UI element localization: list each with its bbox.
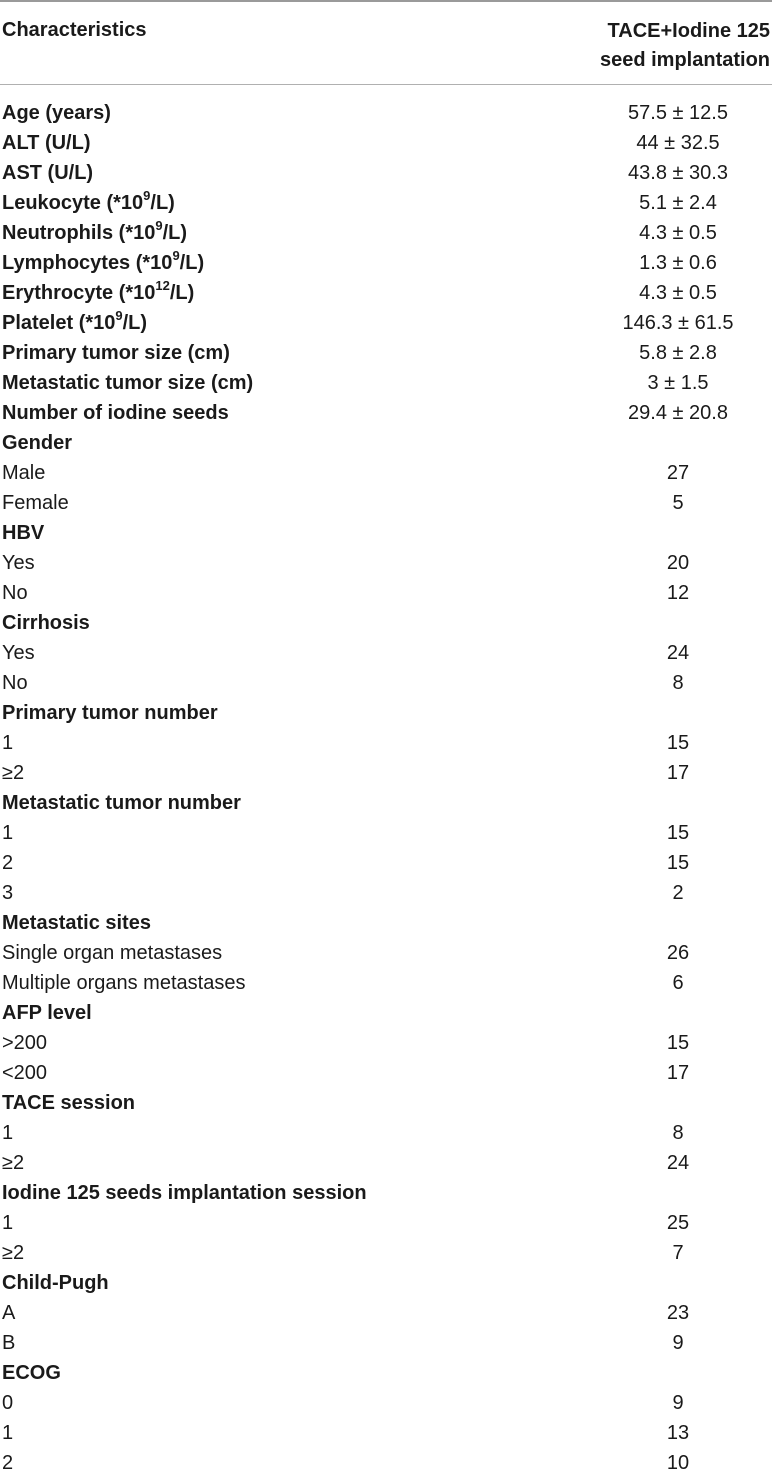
row-label <box>2 788 241 818</box>
row-value: 8 <box>672 1122 684 1144</box>
row-label-text: 1 <box>2 732 14 754</box>
row-label <box>2 1028 47 1058</box>
row-label-text: Primary tumor number <box>2 702 218 724</box>
row-value: 146.3 ± 61.5 <box>622 312 734 334</box>
row-label <box>2 848 13 878</box>
row-label-unit-suffix: /L) <box>150 192 175 214</box>
row-label-text: Multiple organs metastases <box>2 972 246 994</box>
row-value: 5 <box>672 492 684 514</box>
row-label-exponent: 9 <box>172 248 180 264</box>
row-label <box>2 188 175 218</box>
row-label <box>2 158 93 188</box>
row-value: 7 <box>672 1242 684 1264</box>
row-label <box>2 1058 47 1088</box>
table-row-variable <box>0 128 772 158</box>
table-row-section-header <box>0 1268 772 1298</box>
column-header-characteristics: Characteristics <box>2 19 147 41</box>
row-label-text: Cirrhosis <box>2 612 90 634</box>
table-row-section-header <box>0 698 772 728</box>
row-label <box>2 1088 135 1118</box>
row-label-text: Metastatic sites <box>2 912 151 934</box>
row-label <box>2 218 187 248</box>
table-row-category <box>0 1208 772 1238</box>
row-value: 2 <box>672 882 684 904</box>
table-row-category <box>0 878 772 908</box>
row-value: 44 ± 32.5 <box>636 132 720 154</box>
row-label-text: 2 <box>2 852 14 874</box>
row-label-text: ≥2 <box>2 1242 25 1264</box>
table-row-variable <box>0 308 772 338</box>
row-label <box>2 818 13 848</box>
row-label <box>2 1298 15 1328</box>
table-row-variable <box>0 158 772 188</box>
row-value: 15 <box>666 822 690 844</box>
row-label <box>2 1268 109 1298</box>
table-row-category <box>0 1448 772 1478</box>
table-top-rule <box>0 0 772 2</box>
table-row-category <box>0 548 772 578</box>
row-label-unit-suffix: /L) <box>179 252 205 274</box>
row-value: 43.8 ± 30.3 <box>628 162 728 184</box>
row-label-text: 0 <box>2 1392 14 1414</box>
table-row-category <box>0 848 772 878</box>
table-row-section-header <box>0 608 772 638</box>
row-label <box>2 668 28 698</box>
row-label <box>2 1238 24 1268</box>
row-label <box>2 1118 13 1148</box>
row-label-text: ≥2 <box>2 1152 25 1174</box>
row-value: 57.5 ± 12.5 <box>628 102 728 124</box>
row-label <box>2 428 72 458</box>
row-label-text: B <box>2 1332 16 1354</box>
row-value: 23 <box>666 1302 690 1324</box>
row-label <box>2 458 45 488</box>
row-label-text: Female <box>2 492 69 514</box>
table-row-category <box>0 1328 772 1358</box>
row-label-exponent: 9 <box>155 218 163 234</box>
table-row-section-header <box>0 1358 772 1388</box>
row-value: 15 <box>666 732 690 754</box>
row-value: 3 ± 1.5 <box>647 372 709 394</box>
row-label <box>2 278 194 308</box>
row-label-text: >200 <box>2 1032 48 1054</box>
row-label-text: No <box>2 672 28 694</box>
row-label <box>2 758 24 788</box>
row-label-text: Number of iodine seeds <box>2 402 229 424</box>
row-label-text: HBV <box>2 522 45 544</box>
row-label <box>2 578 28 608</box>
row-label <box>2 938 222 968</box>
row-label-text: ECOG <box>2 1362 61 1384</box>
row-label-text: Platelet (*10 <box>2 312 116 334</box>
row-label <box>2 128 91 158</box>
row-label <box>2 728 13 758</box>
row-value: 5.1 ± 2.4 <box>639 192 717 214</box>
row-value: 5.8 ± 2.8 <box>639 342 717 364</box>
row-label-text: 1 <box>2 1212 14 1234</box>
table-row-category <box>0 1148 772 1178</box>
table-row-category <box>0 818 772 848</box>
row-label-exponent: 9 <box>143 188 151 204</box>
row-label-text: Lymphocytes (*10 <box>2 252 173 274</box>
row-label-text: Single organ metastases <box>2 942 223 964</box>
row-label <box>2 998 92 1028</box>
row-value: 29.4 ± 20.8 <box>628 402 728 424</box>
row-label <box>2 1148 24 1178</box>
row-label <box>2 518 44 548</box>
row-label-text: AST (U/L) <box>2 162 94 184</box>
row-label-unit-suffix: /L) <box>162 222 188 244</box>
row-label <box>2 1178 367 1208</box>
row-label-text: ≥2 <box>2 762 25 784</box>
row-label-unit-suffix: /L) <box>122 312 148 334</box>
row-value: 20 <box>666 552 690 574</box>
row-label-text: Yes <box>2 642 35 664</box>
row-value: 24 <box>666 1152 690 1174</box>
row-value: 13 <box>666 1422 690 1444</box>
table-row-category <box>0 1238 772 1268</box>
table-row-variable <box>0 278 772 308</box>
row-label <box>2 338 230 368</box>
row-label-text: Neutrophils (*10 <box>2 222 156 244</box>
row-label <box>2 308 147 338</box>
row-label <box>2 98 111 128</box>
row-label <box>2 878 13 908</box>
row-value: 8 <box>672 672 684 694</box>
column-header-group-line2: seed implantation <box>599 49 770 71</box>
row-label-text: ALT (U/L) <box>2 132 91 154</box>
table-body <box>0 98 772 1478</box>
row-value: 9 <box>672 1332 684 1354</box>
row-value: 24 <box>666 642 690 664</box>
table-row-category <box>0 758 772 788</box>
table-row-section-header <box>0 428 772 458</box>
table-row-category <box>0 638 772 668</box>
row-label <box>2 1448 13 1478</box>
row-label-text: A <box>2 1302 16 1324</box>
table-row-category <box>0 938 772 968</box>
row-label-text: Yes <box>2 552 35 574</box>
table-row-category <box>0 1028 772 1058</box>
row-label-text: Erythrocyte (*10 <box>2 282 156 304</box>
row-value: 9 <box>672 1392 684 1414</box>
column-header-group-line1: TACE+Iodine 125 <box>607 20 770 42</box>
row-label-text: TACE session <box>2 1092 135 1114</box>
row-label <box>2 368 253 398</box>
row-label-text: Metastatic tumor number <box>2 792 241 814</box>
table-row-section-header <box>0 1088 772 1118</box>
row-label <box>2 1358 61 1388</box>
table-row-section-header <box>0 1178 772 1208</box>
table-row-section-header <box>0 518 772 548</box>
table-row-category <box>0 488 772 518</box>
row-label <box>2 1208 13 1238</box>
row-label-text: Iodine 125 seeds implantation session <box>2 1182 367 1204</box>
row-label-text: Primary tumor size (cm) <box>2 342 230 364</box>
table-row-variable <box>0 248 772 278</box>
row-label <box>2 1328 15 1358</box>
table-header-rule <box>0 84 772 85</box>
row-value: 27 <box>666 462 690 484</box>
table-row-section-header <box>0 788 772 818</box>
table-row-variable <box>0 398 772 428</box>
row-value: 12 <box>666 582 690 604</box>
row-label-text: <200 <box>2 1062 48 1084</box>
row-value: 10 <box>666 1452 690 1474</box>
row-label-text: 2 <box>2 1452 14 1474</box>
table-row-variable <box>0 368 772 398</box>
row-label <box>2 1388 13 1418</box>
table-row-category <box>0 728 772 758</box>
table-row-category <box>0 578 772 608</box>
row-label-text: 1 <box>2 1122 14 1144</box>
row-label-text: Child-Pugh <box>2 1272 109 1294</box>
row-value: 4.3 ± 0.5 <box>639 222 717 244</box>
row-value: 4.3 ± 0.5 <box>639 282 717 304</box>
row-label-text: No <box>2 582 28 604</box>
table-row-category <box>0 968 772 998</box>
row-value: 25 <box>666 1212 690 1234</box>
table-row-category <box>0 1418 772 1448</box>
row-label <box>2 488 69 518</box>
row-label-text: Metastatic tumor size (cm) <box>2 372 254 394</box>
table-row-category <box>0 1388 772 1418</box>
table-row-section-header <box>0 908 772 938</box>
row-value: 17 <box>666 762 690 784</box>
row-value: 15 <box>666 852 690 874</box>
table-row-category <box>0 1298 772 1328</box>
row-label <box>2 398 229 428</box>
table-row-section-header <box>0 998 772 1028</box>
row-label <box>2 1418 13 1448</box>
table-row-category <box>0 668 772 698</box>
row-value: 6 <box>672 972 684 994</box>
row-label-unit-suffix: /L) <box>169 282 195 304</box>
column-header-group <box>600 17 770 75</box>
row-label <box>2 908 151 938</box>
row-value: 17 <box>666 1062 690 1084</box>
row-label-text: 1 <box>2 1422 14 1444</box>
row-label-text: 1 <box>2 822 14 844</box>
row-label <box>2 608 90 638</box>
row-label-text: Age (years) <box>2 102 111 124</box>
row-label-text: 3 <box>2 882 14 904</box>
row-label-exponent: 9 <box>115 308 123 324</box>
row-label <box>2 698 218 728</box>
row-value: 15 <box>666 1032 690 1054</box>
row-label <box>2 248 204 278</box>
row-label <box>2 548 35 578</box>
row-label-text: AFP level <box>2 1002 92 1024</box>
row-label-text: Gender <box>2 432 73 454</box>
table-row-variable <box>0 188 772 218</box>
row-value: 1.3 ± 0.6 <box>639 252 717 274</box>
table-row-category <box>0 458 772 488</box>
row-value: 26 <box>666 942 690 964</box>
table-row-variable <box>0 98 772 128</box>
row-label-text: Leukocyte (*10 <box>2 192 144 214</box>
row-label <box>2 968 245 998</box>
row-label-exponent: 12 <box>155 278 170 294</box>
row-label <box>2 638 35 668</box>
table-row-variable <box>0 338 772 368</box>
table-row-category <box>0 1118 772 1148</box>
row-label-text: Male <box>2 462 46 484</box>
table-row-variable <box>0 218 772 248</box>
table-row-category <box>0 1058 772 1088</box>
